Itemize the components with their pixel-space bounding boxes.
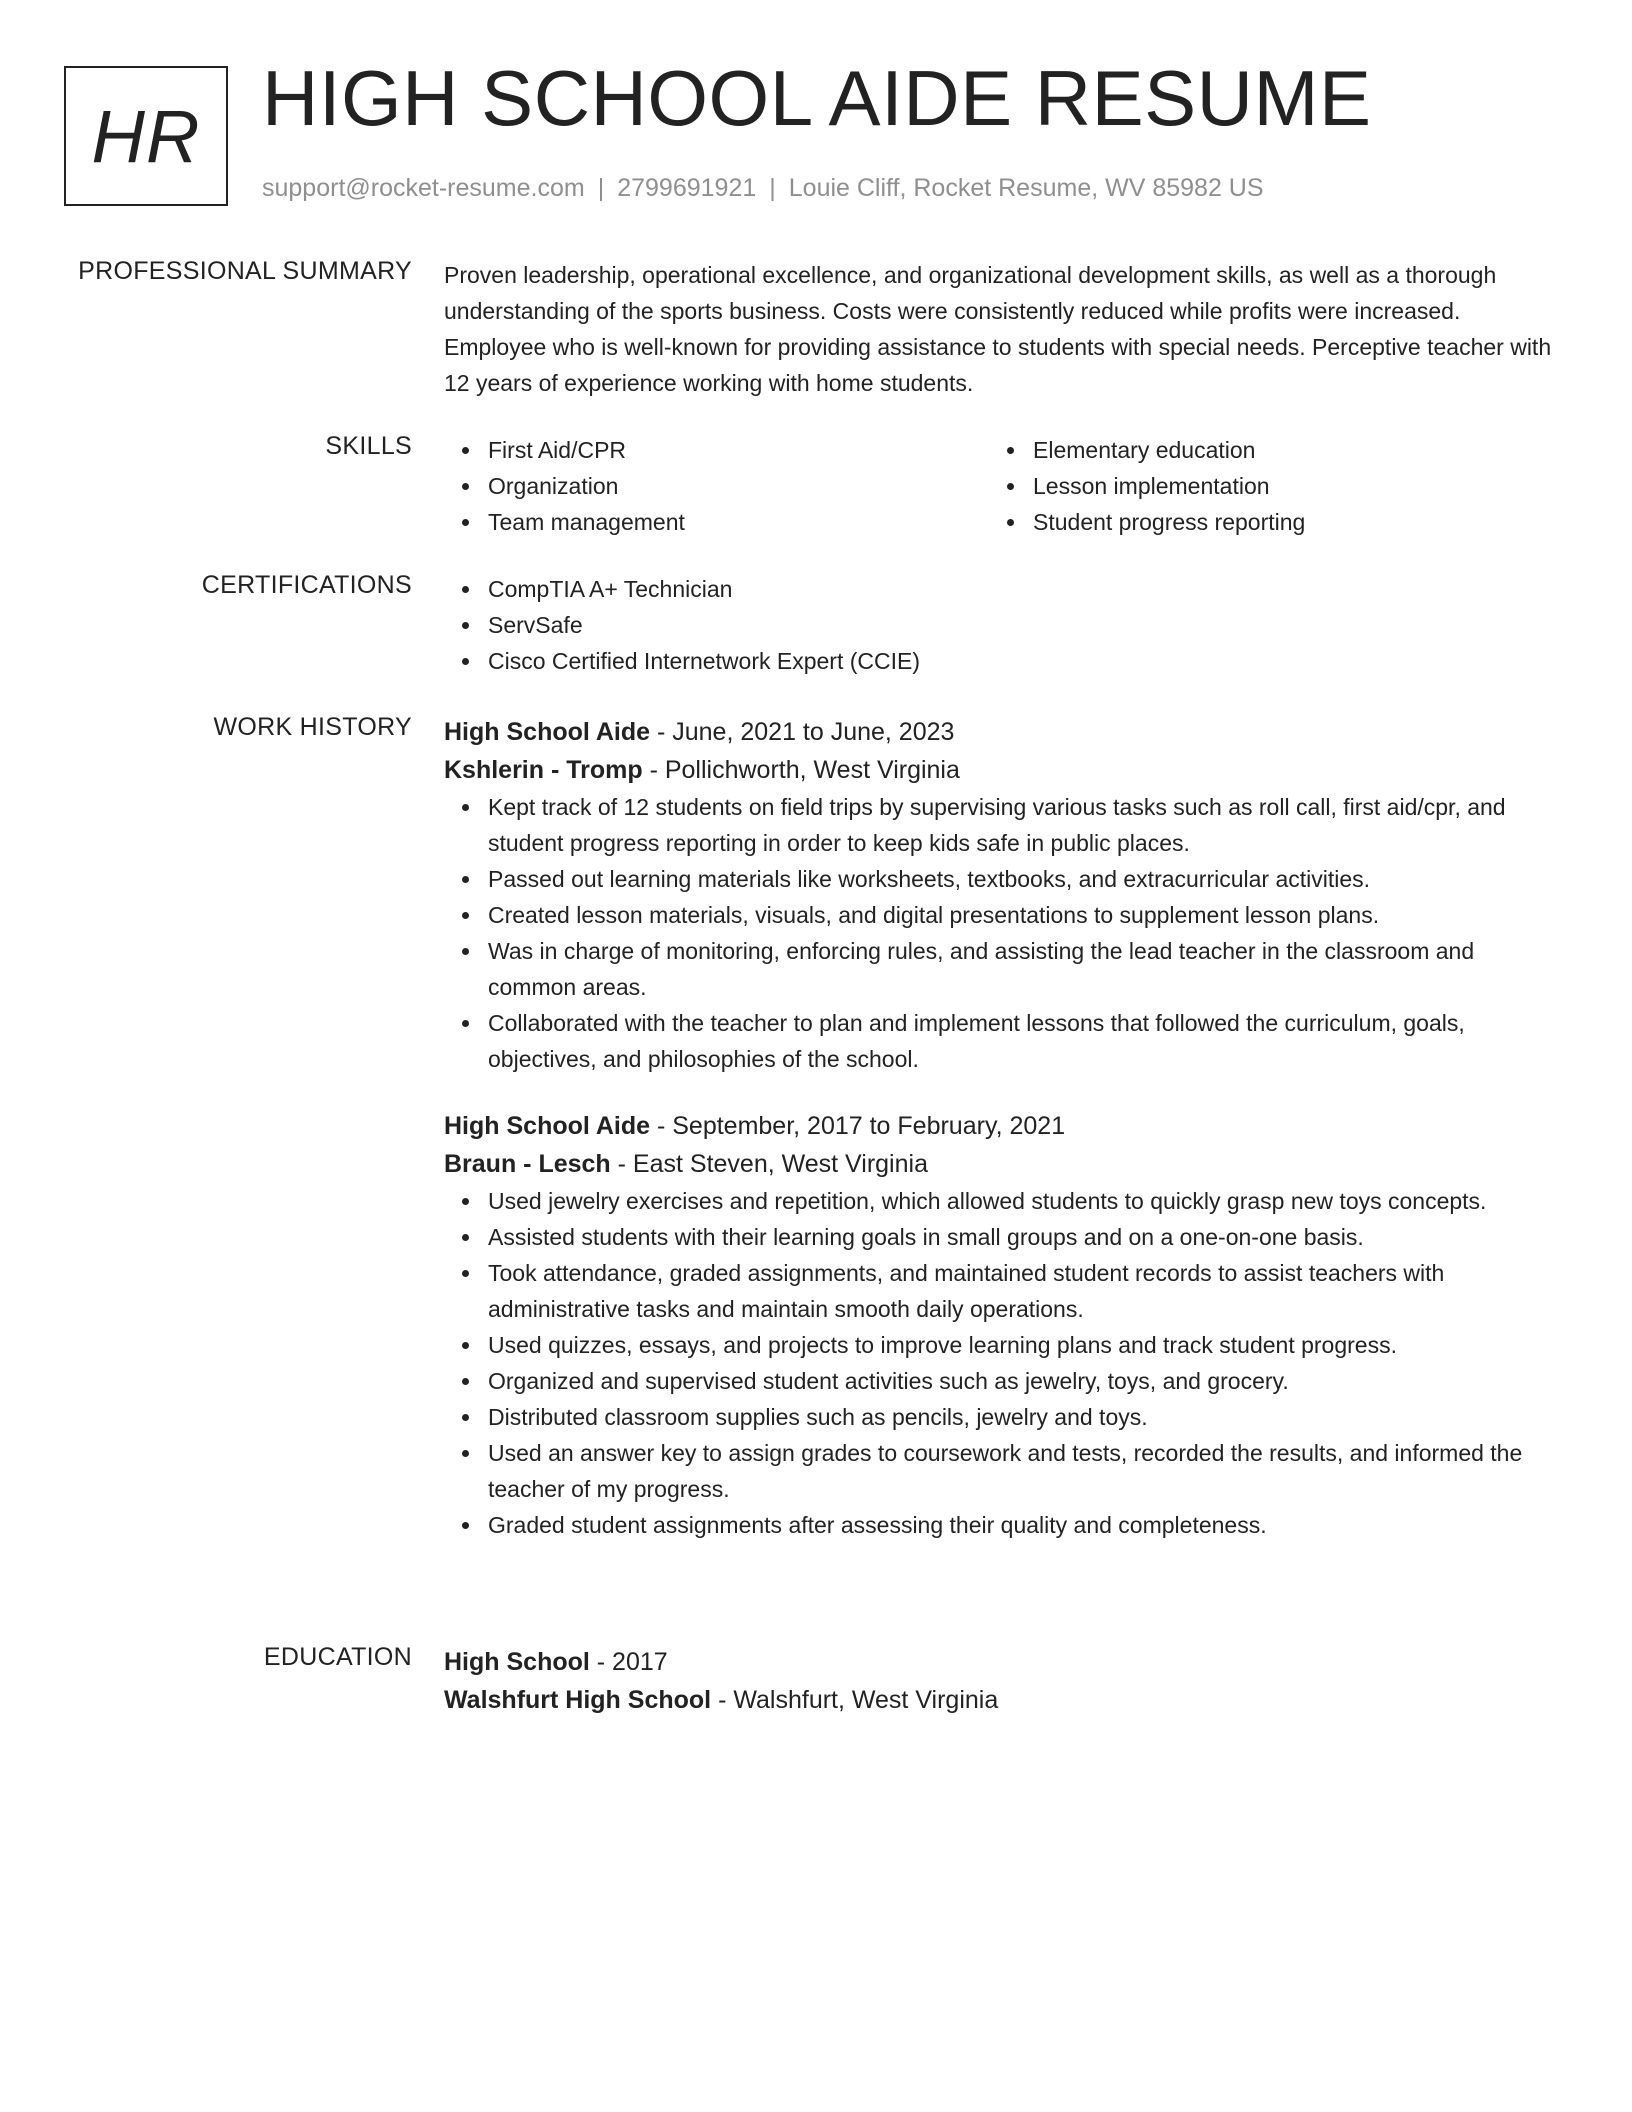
job-company-line — [444, 751, 1556, 789]
summary-body — [444, 257, 1556, 401]
job-company-line — [444, 1145, 1556, 1183]
contact-line — [262, 174, 1264, 203]
job-bullets — [444, 1183, 1556, 1543]
list-item: Team management — [488, 504, 989, 540]
list-item: Took attendance, graded assignments, and maintained student records to assist teachers with administrative tasks and maintain smooth daily operations. — [488, 1255, 1556, 1327]
certifications-body — [444, 571, 1556, 679]
section-label-skills: SKILLS — [325, 432, 412, 460]
section-label-summary: PROFESSIONAL SUMMARY — [78, 257, 412, 285]
job-dates: - September, 2017 to February, 2021 — [650, 1112, 1066, 1140]
list-item: Cisco Certified Internetwork Expert (CCIE) — [488, 643, 1556, 679]
list-item: Used an answer key to assign grades to coursework and tests, recorded the results, and informed the teacher of my progress. — [488, 1435, 1556, 1507]
education-degree: High School — [444, 1648, 590, 1676]
contact-address: Louie Cliff, Rocket Resume, WV 85982 US — [788, 174, 1264, 202]
list-item: Distributed classroom supplies such as pencils, jewelry and toys. — [488, 1399, 1556, 1435]
contact-email: support@rocket-resume.com — [262, 174, 585, 202]
list-item: First Aid/CPR — [488, 432, 989, 468]
skills-column-left — [444, 432, 989, 540]
job-company: Kshlerin - Tromp — [444, 756, 643, 784]
list-item: Assisted students with their learning goals in small groups and on a one-on-one basis. — [488, 1219, 1556, 1255]
summary-text: Proven leadership, operational excellence, and organizational development skills, as well as a thorough understanding of the sports business. Costs were consistently reduced while profits were increased. Employee who is well-known for providing assistance to students with special needs. Perceptive teacher with 12 years of experience working with home students. — [444, 262, 1552, 396]
list-item: Lesson implementation — [1033, 468, 1534, 504]
list-item: Used jewelry exercises and repetition, which allowed students to quickly grasp new toys concepts. — [488, 1183, 1556, 1219]
list-item: ServSafe — [488, 607, 1556, 643]
education-school-line — [444, 1681, 1556, 1719]
job-company: Braun - Lesch — [444, 1150, 611, 1178]
list-item: Created lesson materials, visuals, and digital presentations to supplement lesson plans. — [488, 897, 1556, 933]
contact-separator: | — [769, 174, 776, 202]
list-item: Collaborated with the teacher to plan and implement lessons that followed the curriculum, goals, objectives, and philosophies of the school. — [488, 1005, 1556, 1077]
skills-column-right — [989, 432, 1534, 540]
job-bullets — [444, 789, 1556, 1077]
section-label-certifications: CERTIFICATIONS — [201, 571, 412, 599]
list-item: CompTIA A+ Technician — [488, 571, 1556, 607]
education-location: - Walshfurt, West Virginia — [711, 1686, 999, 1714]
list-item: Student progress reporting — [1033, 504, 1534, 540]
skills-body — [444, 432, 1556, 540]
job-title: High School Aide — [444, 718, 651, 746]
monogram-box — [64, 66, 228, 206]
work-history-body — [444, 713, 1556, 1543]
job-entry — [444, 713, 1556, 1077]
monogram-initials: HR — [91, 94, 201, 178]
resume-title: HIGH SCHOOL AIDE RESUME — [262, 54, 1372, 142]
job-dates: - June, 2021 to June, 2023 — [650, 718, 955, 746]
list-item: Organization — [488, 468, 989, 504]
list-item: Elementary education — [1033, 432, 1534, 468]
job-entry — [444, 1107, 1556, 1543]
education-degree-line — [444, 1643, 1556, 1681]
education-body — [444, 1643, 1556, 1719]
list-item: Organized and supervised student activities such as jewelry, toys, and grocery. — [488, 1363, 1556, 1399]
list-item: Used quizzes, essays, and projects to improve learning plans and track student progress. — [488, 1327, 1556, 1363]
list-item: Was in charge of monitoring, enforcing rules, and assisting the lead teacher in the classroom and common areas. — [488, 933, 1556, 1005]
section-label-work-history: WORK HISTORY — [213, 713, 412, 741]
list-item: Passed out learning materials like worksheets, textbooks, and extracurricular activities. — [488, 861, 1556, 897]
contact-separator: | — [597, 174, 605, 202]
education-year: - 2017 — [589, 1648, 668, 1676]
contact-phone: 2799691921 — [617, 174, 757, 202]
job-title-line — [444, 1107, 1556, 1145]
job-location: - East Steven, West Virginia — [610, 1150, 928, 1178]
list-item: Graded student assignments after assessing their quality and completeness. — [488, 1507, 1556, 1543]
education-school: Walshfurt High School — [444, 1686, 712, 1714]
job-location: - Pollichworth, West Virginia — [642, 756, 960, 784]
job-title: High School Aide — [444, 1112, 651, 1140]
section-label-education: EDUCATION — [263, 1643, 412, 1671]
job-title-line — [444, 713, 1556, 751]
list-item: Kept track of 12 students on field trips by supervising various tasks such as roll call, first aid/cpr, and student progress reporting in order to keep kids safe in public places. — [488, 789, 1556, 861]
